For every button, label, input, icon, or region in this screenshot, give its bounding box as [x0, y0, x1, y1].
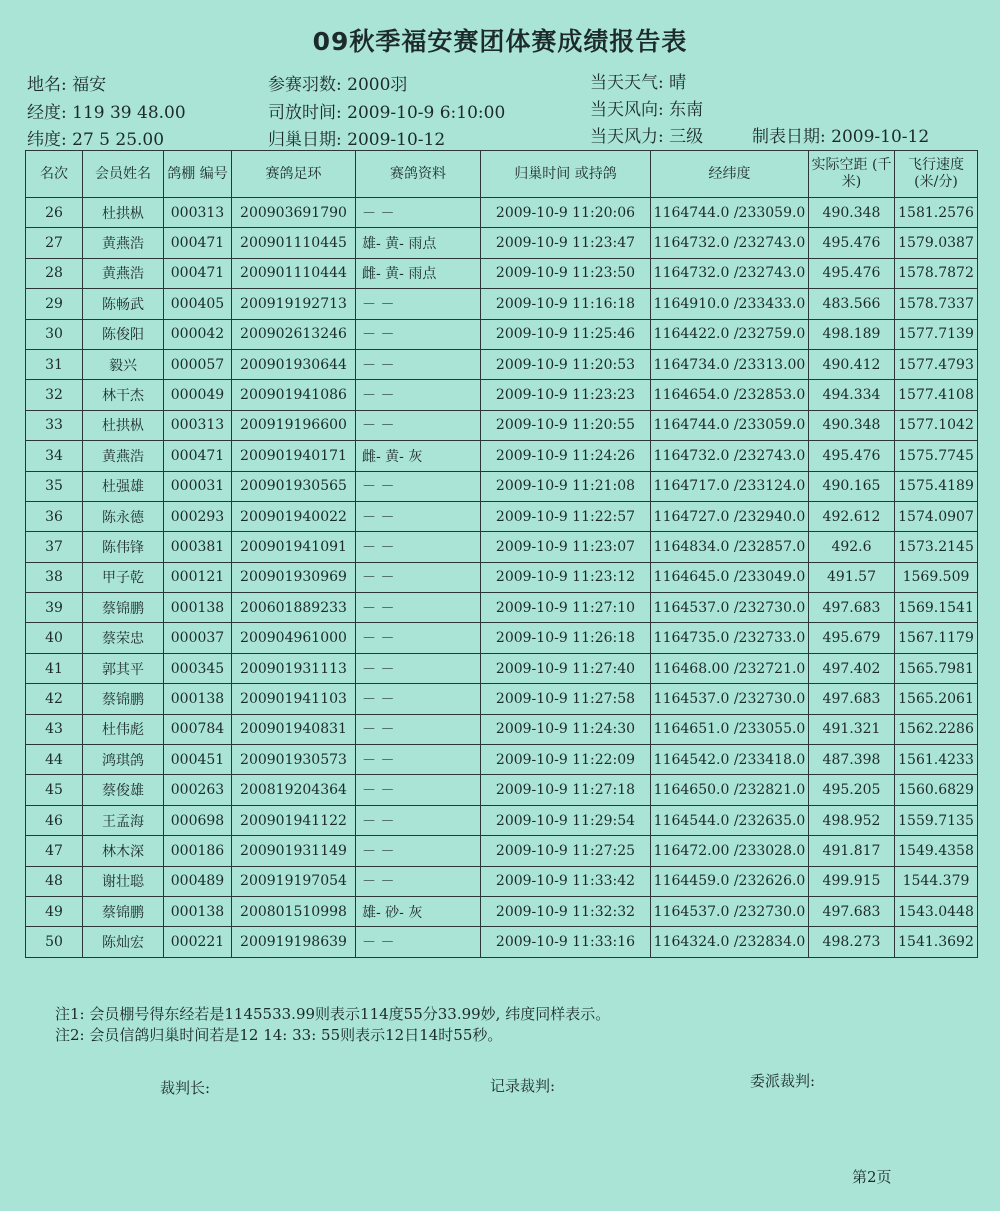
cell-speed: 1577.4108 — [895, 380, 978, 410]
cell-coord: 1164544.0 /232635.0 — [651, 805, 809, 835]
cell-rank: 48 — [26, 866, 83, 896]
table-row — [26, 836, 978, 866]
signature-recorder: 记录裁判: — [490, 1077, 556, 1095]
signature-delegate: 委派裁判: — [750, 1072, 816, 1090]
cell-info: － － — [356, 836, 481, 866]
cell-time: 2009-10-9 11:23:50 — [481, 258, 651, 288]
cell-rank: 40 — [26, 623, 83, 653]
header-speed: 飞行速度 (米/分) — [895, 151, 978, 198]
table-row — [26, 866, 978, 896]
results-table — [25, 150, 978, 958]
cell-name: 杜拱枞 — [83, 198, 164, 228]
cell-coord: 1164732.0 /232743.0 — [651, 258, 809, 288]
table-row — [26, 380, 978, 410]
cell-rank: 28 — [26, 258, 83, 288]
cell-ring: 200901110444 — [232, 258, 356, 288]
cell-info: － － — [356, 410, 481, 440]
cell-name: 陈畅武 — [83, 289, 164, 319]
cell-dist: 497.683 — [809, 896, 895, 926]
table-row — [26, 775, 978, 805]
cell-dist: 495.476 — [809, 228, 895, 258]
header-coord: 经纬度 — [651, 151, 809, 198]
cell-info: － － — [356, 745, 481, 775]
cell-loft: 000221 — [164, 927, 232, 957]
cell-rank: 38 — [26, 562, 83, 592]
cell-rank: 27 — [26, 228, 83, 258]
cell-coord: 1164645.0 /233049.0 — [651, 562, 809, 592]
cell-time: 2009-10-9 11:24:26 — [481, 441, 651, 471]
note-1: 注1: 会员棚号得东经若是1145533.99则表示114度55分33.99妙, 纬度同样表示。 — [55, 1005, 611, 1023]
cell-info: 雄- 砂- 灰 — [356, 896, 481, 926]
cell-speed: 1577.1042 — [895, 410, 978, 440]
table-row — [26, 745, 978, 775]
cell-info: － － — [356, 471, 481, 501]
header-info: 赛鸽资料 — [356, 151, 481, 198]
cell-loft: 000784 — [164, 714, 232, 744]
cell-dist: 495.476 — [809, 258, 895, 288]
table-row — [26, 289, 978, 319]
cell-ring: 200901110445 — [232, 228, 356, 258]
cell-coord: 1164732.0 /232743.0 — [651, 228, 809, 258]
cell-loft: 000313 — [164, 198, 232, 228]
cell-speed: 1562.2286 — [895, 714, 978, 744]
cell-rank: 37 — [26, 532, 83, 562]
cell-speed: 1569.1541 — [895, 593, 978, 623]
info-wind-power: 当天风力: 三级 — [590, 127, 704, 147]
table-row — [26, 805, 978, 835]
cell-name: 蔡锦鹏 — [83, 896, 164, 926]
cell-loft: 000293 — [164, 501, 232, 531]
cell-info: － － — [356, 349, 481, 379]
table-row — [26, 623, 978, 653]
cell-ring: 200901940022 — [232, 501, 356, 531]
cell-rank: 42 — [26, 684, 83, 714]
cell-dist: 498.189 — [809, 319, 895, 349]
cell-speed: 1575.4189 — [895, 471, 978, 501]
cell-speed: 1581.2576 — [895, 198, 978, 228]
cell-time: 2009-10-9 11:23:07 — [481, 532, 651, 562]
cell-ring: 200901930969 — [232, 562, 356, 592]
header-name: 会员姓名 — [83, 151, 164, 198]
cell-ring: 200901930573 — [232, 745, 356, 775]
cell-coord: 1164735.0 /232733.0 — [651, 623, 809, 653]
cell-loft: 000381 — [164, 532, 232, 562]
table-row — [26, 532, 978, 562]
cell-time: 2009-10-9 11:33:42 — [481, 866, 651, 896]
info-longitude: 经度: 119 39 48.00 — [27, 103, 186, 123]
cell-info: 雌- 黄- 雨点 — [356, 258, 481, 288]
cell-time: 2009-10-9 11:16:18 — [481, 289, 651, 319]
cell-name: 谢壮聪 — [83, 866, 164, 896]
cell-time: 2009-10-9 11:26:18 — [481, 623, 651, 653]
cell-name: 王孟海 — [83, 805, 164, 835]
cell-name: 陈灿宏 — [83, 927, 164, 957]
cell-coord: 1164744.0 /233059.0 — [651, 198, 809, 228]
cell-dist: 494.334 — [809, 380, 895, 410]
header-distance: 实际空距 (千米) — [809, 151, 895, 198]
cell-coord: 1164542.0 /233418.0 — [651, 745, 809, 775]
header-time: 归巢时间 或持鸽 — [481, 151, 651, 198]
cell-name: 杜拱枞 — [83, 410, 164, 440]
table-row — [26, 258, 978, 288]
cell-ring: 200819204364 — [232, 775, 356, 805]
cell-dist: 497.683 — [809, 684, 895, 714]
cell-ring: 200801510998 — [232, 896, 356, 926]
cell-speed: 1543.0448 — [895, 896, 978, 926]
cell-speed: 1560.6829 — [895, 775, 978, 805]
cell-name: 蔡锦鹏 — [83, 684, 164, 714]
cell-ring: 200902613246 — [232, 319, 356, 349]
cell-rank: 30 — [26, 319, 83, 349]
cell-rank: 26 — [26, 198, 83, 228]
cell-dist: 497.683 — [809, 593, 895, 623]
cell-ring: 200903691790 — [232, 198, 356, 228]
cell-time: 2009-10-9 11:21:08 — [481, 471, 651, 501]
cell-dist: 498.273 — [809, 927, 895, 957]
cell-ring: 200901930565 — [232, 471, 356, 501]
cell-rank: 46 — [26, 805, 83, 835]
cell-coord: 1164422.0 /232759.0 — [651, 319, 809, 349]
cell-speed: 1569.509 — [895, 562, 978, 592]
cell-loft: 000451 — [164, 745, 232, 775]
cell-time: 2009-10-9 11:27:40 — [481, 653, 651, 683]
cell-speed: 1578.7337 — [895, 289, 978, 319]
cell-name: 黄燕浩 — [83, 258, 164, 288]
cell-ring: 200919192713 — [232, 289, 356, 319]
cell-dist: 497.402 — [809, 653, 895, 683]
cell-dist: 495.679 — [809, 623, 895, 653]
cell-coord: 1164834.0 /232857.0 — [651, 532, 809, 562]
cell-time: 2009-10-9 11:27:18 — [481, 775, 651, 805]
info-count: 参赛羽数: 2000羽 — [268, 75, 408, 95]
cell-rank: 45 — [26, 775, 83, 805]
page-number: 第2页 — [852, 1168, 892, 1186]
cell-ring: 200901940171 — [232, 441, 356, 471]
cell-coord: 1164744.0 /233059.0 — [651, 410, 809, 440]
cell-loft: 000138 — [164, 896, 232, 926]
cell-time: 2009-10-9 11:23:23 — [481, 380, 651, 410]
cell-speed: 1544.379 — [895, 866, 978, 896]
cell-name: 黄燕浩 — [83, 228, 164, 258]
cell-ring: 200919198639 — [232, 927, 356, 957]
page-title: 09秋季福安赛团体赛成绩报告表 — [312, 27, 688, 56]
cell-time: 2009-10-9 11:27:10 — [481, 593, 651, 623]
cell-dist: 490.412 — [809, 349, 895, 379]
cell-loft: 000313 — [164, 410, 232, 440]
cell-info: － － — [356, 562, 481, 592]
info-place: 地名: 福安 — [27, 75, 107, 95]
cell-info: － － — [356, 198, 481, 228]
cell-coord: 1164734.0 /23313.00 — [651, 349, 809, 379]
cell-speed: 1565.7981 — [895, 653, 978, 683]
cell-time: 2009-10-9 11:20:53 — [481, 349, 651, 379]
cell-info: － － — [356, 593, 481, 623]
table-row — [26, 410, 978, 440]
cell-loft: 000471 — [164, 441, 232, 471]
cell-speed: 1567.1179 — [895, 623, 978, 653]
cell-loft: 000049 — [164, 380, 232, 410]
cell-coord: 1164650.0 /232821.0 — [651, 775, 809, 805]
cell-name: 鸿琪鸽 — [83, 745, 164, 775]
cell-dist: 492.6 — [809, 532, 895, 562]
cell-info: － － — [356, 380, 481, 410]
cell-ring: 200901941122 — [232, 805, 356, 835]
cell-time: 2009-10-9 11:24:30 — [481, 714, 651, 744]
info-latitude: 纬度: 27 5 25.00 — [27, 130, 165, 150]
cell-rank: 35 — [26, 471, 83, 501]
cell-rank: 29 — [26, 289, 83, 319]
cell-name: 陈俊阳 — [83, 319, 164, 349]
table-row — [26, 653, 978, 683]
cell-rank: 36 — [26, 501, 83, 531]
cell-speed: 1559.7135 — [895, 805, 978, 835]
cell-dist: 483.566 — [809, 289, 895, 319]
header-loft: 鸽棚 编号 — [164, 151, 232, 198]
cell-time: 2009-10-9 11:27:58 — [481, 684, 651, 714]
cell-rank: 41 — [26, 653, 83, 683]
cell-dist: 495.476 — [809, 441, 895, 471]
cell-speed: 1541.3692 — [895, 927, 978, 957]
cell-rank: 49 — [26, 896, 83, 926]
table-row — [26, 714, 978, 744]
cell-info: － － — [356, 775, 481, 805]
cell-ring: 200919197054 — [232, 866, 356, 896]
header-rank: 名次 — [26, 151, 83, 198]
cell-dist: 491.57 — [809, 562, 895, 592]
cell-time: 2009-10-9 11:20:06 — [481, 198, 651, 228]
cell-time: 2009-10-9 11:32:32 — [481, 896, 651, 926]
table-row — [26, 896, 978, 926]
info-made-date: 制表日期: 2009-10-12 — [752, 127, 930, 147]
cell-info: － － — [356, 623, 481, 653]
cell-coord: 1164459.0 /232626.0 — [651, 866, 809, 896]
cell-name: 蔡俊雄 — [83, 775, 164, 805]
cell-info: － － — [356, 714, 481, 744]
table-row — [26, 228, 978, 258]
cell-dist: 495.205 — [809, 775, 895, 805]
cell-speed: 1549.4358 — [895, 836, 978, 866]
cell-speed: 1561.4233 — [895, 745, 978, 775]
cell-dist: 487.398 — [809, 745, 895, 775]
cell-info: 雌- 黄- 灰 — [356, 441, 481, 471]
cell-dist: 490.348 — [809, 410, 895, 440]
info-return-date: 归巢日期: 2009-10-12 — [268, 130, 446, 150]
cell-time: 2009-10-9 11:27:25 — [481, 836, 651, 866]
table-row — [26, 684, 978, 714]
info-release: 司放时间: 2009-10-9 6:10:00 — [268, 103, 506, 123]
table-row — [26, 562, 978, 592]
cell-ring: 200901941103 — [232, 684, 356, 714]
cell-ring: 200901931113 — [232, 653, 356, 683]
header-ring: 赛鸽足环 — [232, 151, 356, 198]
cell-loft: 000263 — [164, 775, 232, 805]
cell-ring: 200901941086 — [232, 380, 356, 410]
table-row — [26, 501, 978, 531]
cell-ring: 200901941091 — [232, 532, 356, 562]
cell-dist: 499.915 — [809, 866, 895, 896]
table-row — [26, 927, 978, 957]
cell-info: － － — [356, 653, 481, 683]
cell-coord: 1164910.0 /233433.0 — [651, 289, 809, 319]
cell-speed: 1575.7745 — [895, 441, 978, 471]
cell-coord: 1164727.0 /232940.0 — [651, 501, 809, 531]
cell-dist: 490.348 — [809, 198, 895, 228]
cell-loft: 000121 — [164, 562, 232, 592]
cell-loft: 000471 — [164, 228, 232, 258]
signature-chief-judge: 裁判长: — [160, 1079, 211, 1097]
cell-info: － － — [356, 684, 481, 714]
cell-info: － － — [356, 927, 481, 957]
cell-loft: 000489 — [164, 866, 232, 896]
cell-speed: 1577.4793 — [895, 349, 978, 379]
cell-dist: 492.612 — [809, 501, 895, 531]
cell-info: － － — [356, 501, 481, 531]
cell-coord: 116472.00 /233028.0 — [651, 836, 809, 866]
cell-coord: 1164537.0 /232730.0 — [651, 896, 809, 926]
cell-ring: 200901931149 — [232, 836, 356, 866]
cell-info: － － — [356, 805, 481, 835]
cell-info: － － — [356, 319, 481, 349]
table-row — [26, 349, 978, 379]
cell-name: 黄燕浩 — [83, 441, 164, 471]
cell-time: 2009-10-9 11:22:57 — [481, 501, 651, 531]
cell-time: 2009-10-9 11:23:47 — [481, 228, 651, 258]
cell-loft: 000698 — [164, 805, 232, 835]
cell-speed: 1573.2145 — [895, 532, 978, 562]
cell-name: 蔡锦鹏 — [83, 593, 164, 623]
info-weather: 当天天气: 晴 — [590, 73, 687, 93]
cell-rank: 50 — [26, 927, 83, 957]
cell-loft: 000138 — [164, 684, 232, 714]
cell-speed: 1577.7139 — [895, 319, 978, 349]
cell-rank: 32 — [26, 380, 83, 410]
cell-ring: 200901940831 — [232, 714, 356, 744]
cell-rank: 34 — [26, 441, 83, 471]
info-wind-direction: 当天风向: 东南 — [590, 100, 704, 120]
table-row — [26, 198, 978, 228]
cell-dist: 491.817 — [809, 836, 895, 866]
cell-coord: 1164537.0 /232730.0 — [651, 593, 809, 623]
table-header-row — [26, 151, 978, 198]
cell-name: 毅兴 — [83, 349, 164, 379]
cell-speed: 1565.2061 — [895, 684, 978, 714]
cell-coord: 1164732.0 /232743.0 — [651, 441, 809, 471]
cell-ring: 200901930644 — [232, 349, 356, 379]
cell-name: 陈永德 — [83, 501, 164, 531]
cell-rank: 31 — [26, 349, 83, 379]
cell-info: － － — [356, 289, 481, 319]
cell-name: 林木深 — [83, 836, 164, 866]
cell-name: 林干杰 — [83, 380, 164, 410]
cell-loft: 000042 — [164, 319, 232, 349]
cell-ring: 200904961000 — [232, 623, 356, 653]
cell-coord: 1164324.0 /232834.0 — [651, 927, 809, 957]
cell-rank: 44 — [26, 745, 83, 775]
cell-speed: 1574.0907 — [895, 501, 978, 531]
cell-loft: 000138 — [164, 593, 232, 623]
cell-name: 杜强雄 — [83, 471, 164, 501]
table-body — [26, 198, 978, 958]
cell-info: － － — [356, 532, 481, 562]
cell-rank: 33 — [26, 410, 83, 440]
cell-ring: 200919196600 — [232, 410, 356, 440]
table-row — [26, 471, 978, 501]
cell-coord: 116468.00 /232721.0 — [651, 653, 809, 683]
cell-time: 2009-10-9 11:29:54 — [481, 805, 651, 835]
cell-loft: 000057 — [164, 349, 232, 379]
table-row — [26, 593, 978, 623]
cell-name: 甲子乾 — [83, 562, 164, 592]
table-row — [26, 441, 978, 471]
cell-speed: 1579.0387 — [895, 228, 978, 258]
cell-loft: 000471 — [164, 258, 232, 288]
cell-ring: 200601889233 — [232, 593, 356, 623]
cell-time: 2009-10-9 11:20:55 — [481, 410, 651, 440]
cell-loft: 000405 — [164, 289, 232, 319]
cell-time: 2009-10-9 11:23:12 — [481, 562, 651, 592]
cell-name: 杜伟彪 — [83, 714, 164, 744]
cell-loft: 000037 — [164, 623, 232, 653]
cell-dist: 491.321 — [809, 714, 895, 744]
cell-rank: 39 — [26, 593, 83, 623]
cell-time: 2009-10-9 11:22:09 — [481, 745, 651, 775]
cell-info: － － — [356, 866, 481, 896]
table-row — [26, 319, 978, 349]
cell-time: 2009-10-9 11:25:46 — [481, 319, 651, 349]
cell-dist: 498.952 — [809, 805, 895, 835]
cell-coord: 1164651.0 /233055.0 — [651, 714, 809, 744]
cell-name: 陈伟锋 — [83, 532, 164, 562]
cell-rank: 43 — [26, 714, 83, 744]
cell-time: 2009-10-9 11:33:16 — [481, 927, 651, 957]
cell-coord: 1164537.0 /232730.0 — [651, 684, 809, 714]
note-2: 注2: 会员信鸽归巢时间若是12 14: 33: 55则表示12日14时55秒。 — [55, 1026, 503, 1044]
cell-loft: 000345 — [164, 653, 232, 683]
cell-coord: 1164654.0 /232853.0 — [651, 380, 809, 410]
cell-dist: 490.165 — [809, 471, 895, 501]
cell-loft: 000031 — [164, 471, 232, 501]
cell-coord: 1164717.0 /233124.0 — [651, 471, 809, 501]
cell-name: 蔡荣忠 — [83, 623, 164, 653]
cell-speed: 1578.7872 — [895, 258, 978, 288]
cell-info: 雄- 黄- 雨点 — [356, 228, 481, 258]
cell-name: 郭其平 — [83, 653, 164, 683]
cell-loft: 000186 — [164, 836, 232, 866]
cell-rank: 47 — [26, 836, 83, 866]
